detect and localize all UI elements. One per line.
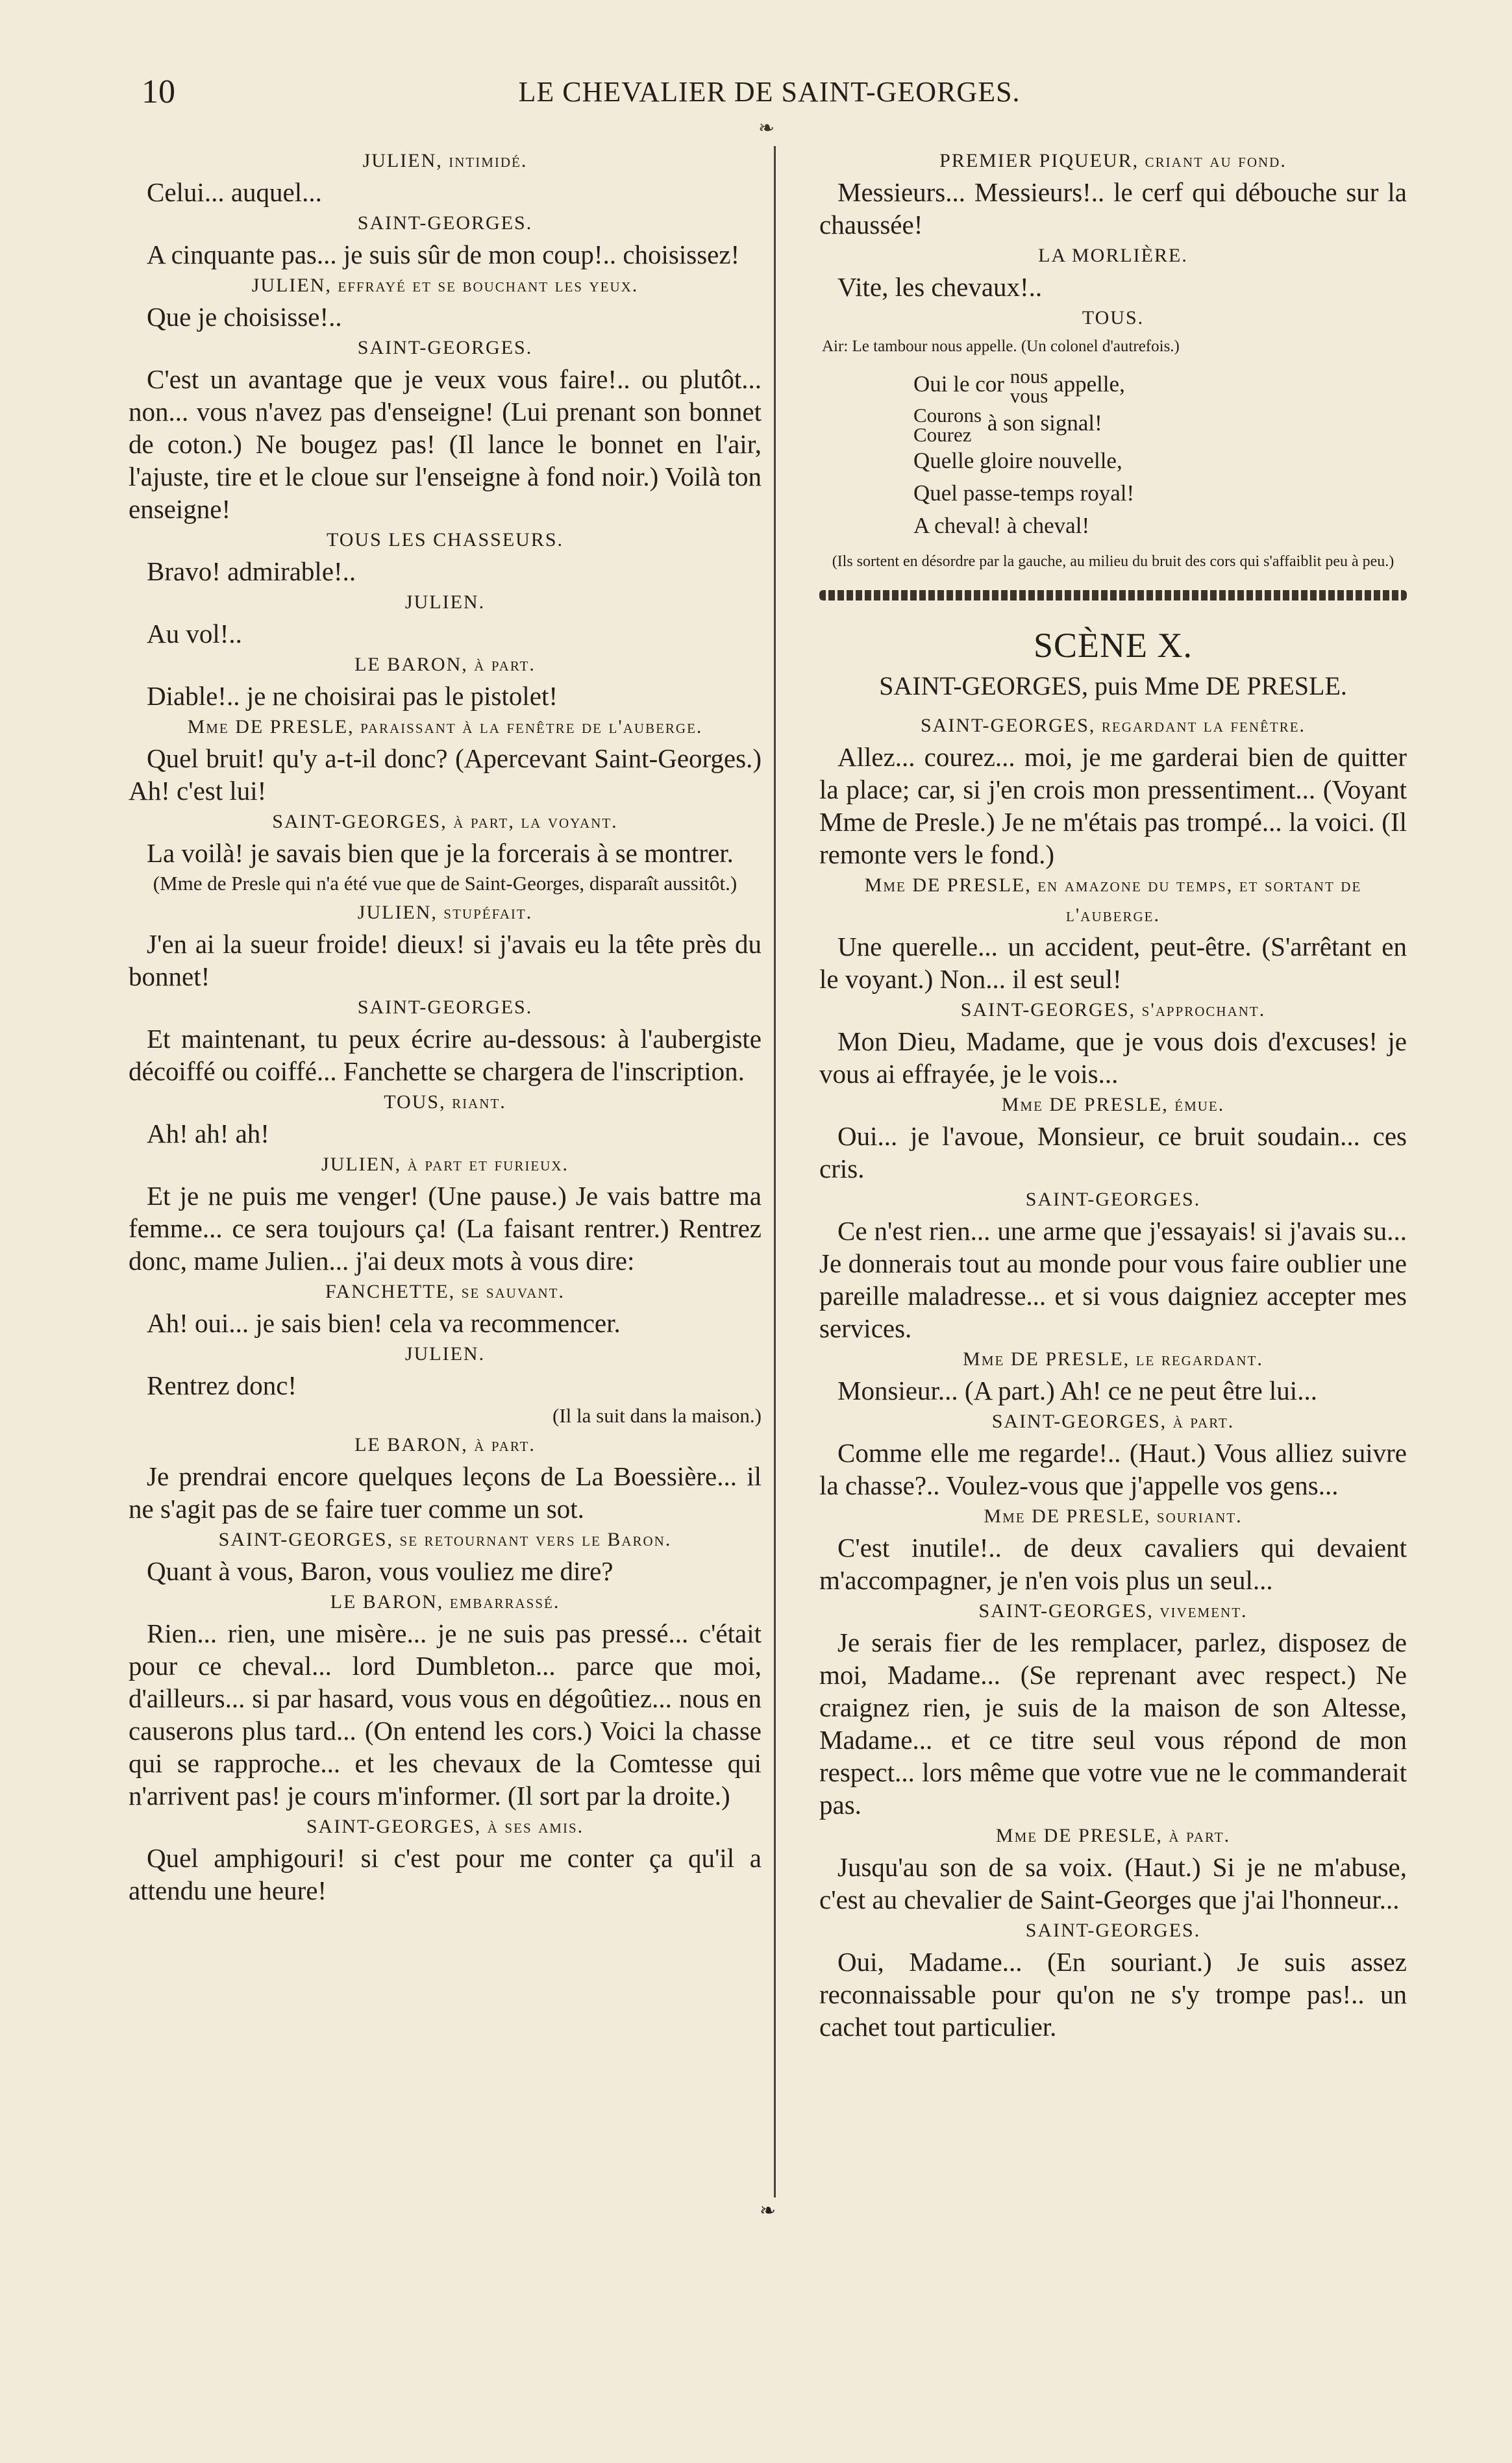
dialogue-line: Ce n'est rien... une arme que j'essayais! si j'avais su... Je donnerais tout au monde pour vous faire oublier une pareille maladresse... et si vous daigniez accepter mes services. [819, 1216, 1407, 1343]
dialogue-line: Monsieur... (A part.) Ah! ce ne peut être lui... [837, 1376, 1317, 1405]
speaker-label: JULIEN. [404, 1343, 486, 1365]
speaker-label: SAINT-GEORGES. [357, 337, 533, 358]
scene-subtitle: SAINT-GEORGES, puis Mme DE PRESLE. [879, 671, 1347, 700]
page-header [123, 73, 1415, 118]
speaker-label: SAINT-GEORGES. [357, 996, 533, 1018]
air-indication: Air: Le tambour nous appelle. (Un colonel d'autrefois.) [822, 338, 1180, 355]
speaker-label: SAINT-GEORGES. [357, 212, 533, 234]
speaker-label: SAINT-GEORGES, se retournant vers le Baron. [218, 1529, 672, 1550]
column-rule [774, 146, 776, 2197]
dialogue-line: Jusqu'au son de sa voix. (Haut.) Si je ne m'abuse, c'est au chevalier de Saint-Georges que j'ai l'honneur... [819, 1852, 1407, 1914]
page-number: 10 [142, 73, 175, 110]
dialogue-line: C'est inutile!.. de deux cavaliers qui devaient m'accompagner, je n'en vois plus un seul... [819, 1533, 1407, 1595]
song-verse [819, 367, 1407, 542]
speaker-label: SAINT-GEORGES, regardant la fenêtre. [920, 715, 1306, 736]
verse-variant: nous vous [1010, 365, 1048, 407]
dialogue-line: A cinquante pas... je suis sûr de mon coup!.. choisissez! [147, 240, 740, 269]
speaker-label: JULIEN, stupéfait. [357, 902, 533, 923]
speaker-label: Mme DE PRESLE, émue. [1001, 1094, 1225, 1115]
dialogue-line: Une querelle... un accident, peut-être. (S'arrêtant en le voyant.) Non... il est seul! [819, 932, 1407, 994]
dialogue-line: Que je choisisse!.. [147, 302, 342, 332]
dialogue-line: J'en ai la sueur froide! dieux! si j'avais eu la tête près du bonnet! [129, 929, 762, 991]
speaker-label: LA MORLIÈRE. [1038, 245, 1188, 266]
speaker-label: SAINT-GEORGES. [1025, 1189, 1201, 1210]
speaker-label: TOUS. [1082, 307, 1145, 328]
dialogue-line: Comme elle me regarde!.. (Haut.) Vous alliez suivre la chasse?.. Voulez-vous que j'appelle vos gens... [819, 1438, 1407, 1500]
speaker-label: SAINT-GEORGES, à part, la voyant. [272, 811, 618, 832]
speaker-label: PREMIER PIQUEUR, criant au fond. [939, 150, 1287, 171]
dialogue-line: Je prendrai encore quelques leçons de La Boessière... il ne s'agit pas de se faire tuer comme un sot. [129, 1461, 762, 1524]
speaker-label: JULIEN, à part et furieux. [321, 1154, 569, 1175]
stage-direction: (Mme de Presle qui n'a été vue que de Saint-Georges, disparaît aussitôt.) [153, 872, 737, 895]
dialogue-line: Diable!.. je ne choisirai pas le pistolet! [147, 681, 558, 711]
verse-line: Courons Courez à son signal! [913, 404, 1102, 446]
verse-variant: Courons Courez [913, 404, 982, 446]
speaker-label: SAINT-GEORGES, à part. [991, 1411, 1235, 1432]
dialogue-line: C'est un avantage que je veux vous faire!.. ou plutôt... non... vous n'avez pas d'enseigne! (Lui prenant son bonnet de coton.) Ne bougez pas! (Il lance le bonnet en l'air, l'ajuste, tire et le cloue sur l'enseigne à fond noir.) Voilà ton enseigne! [129, 364, 762, 524]
dialogue-line: Messieurs... Messieurs!.. le cerf qui débouche sur la chaussée! [819, 177, 1407, 240]
speaker-label: JULIEN. [404, 591, 486, 613]
dialogue-line: Bravo! admirable!.. [147, 556, 356, 586]
speaker-label: SAINT-GEORGES, à ses amis. [306, 1816, 584, 1837]
speaker-label: SAINT-GEORGES. [1025, 1920, 1201, 1941]
dialogue-line: Oui, Madame... (En souriant.) Je suis assez reconnaissable pour qu'on ne s'y trompe pas!.. un cachet tout particulier. [819, 1947, 1407, 2042]
running-title: LE CHEVALIER DE SAINT-GEORGES. [518, 76, 1021, 108]
speaker-label: Mme DE PRESLE, à part. [995, 1825, 1231, 1846]
speaker-label: SAINT-GEORGES, vivement. [978, 1600, 1248, 1622]
dialogue-line: Oui... je l'avoue, Monsieur, ce bruit soudain... ces cris. [819, 1121, 1407, 1183]
dialogue-line: Rentrez donc! [147, 1370, 297, 1400]
dialogue-line: Quel bruit! qu'y a-t-il donc? (Apercevant Saint-Georges.) Ah! c'est lui! [129, 743, 762, 806]
speaker-label: Mme DE PRESLE, le regardant. [963, 1348, 1263, 1370]
verse-line: Quel passe-temps royal! [913, 480, 1135, 506]
right-column [819, 146, 1407, 2043]
left-column [129, 146, 762, 1907]
dialogue-line: Et je ne puis me venger! (Une pause.) Je vais battre ma femme... ce sera toujours ça! (La faisant rentrer.) Rentrez donc, mame Julien... j'ai deux mots à vous dire: [129, 1181, 762, 1276]
speaker-label: LE BARON, à part. [354, 654, 536, 675]
dialogue-line: Quel amphigouri! si c'est pour me conter ça qu'il a attendu une heure! [129, 1843, 762, 1905]
speaker-label: JULIEN, intimidé. [362, 150, 528, 171]
ornament-icon: ❧ [758, 117, 775, 140]
stage-direction: (Il la suit dans la maison.) [552, 1404, 762, 1427]
speaker-label: Mme DE PRESLE, souriant. [984, 1505, 1243, 1527]
dialogue-line: Rien... rien, une misère... je ne suis pas pressé... c'était pour ce cheval... lord Dumbleton... parce que moi, d'ailleurs... si par hasard, vous vous en dégoûtiez... nous en causerons plus tard... (On entend les cors.) Voici la chasse qui se rapproche... et les chevaux de la Comtesse qui n'arrivent pas! je cours m'informer. (Il sort par la droite.) [129, 1618, 762, 1811]
dialogue-line: Allez... courez... moi, je me garderai bien de quitter la place; car, si j'en crois mon pressentiment... (Voyant Mme de Presle.) Je ne m'étais pas trompé... la voici. (Il remonte vers le fond.) [819, 742, 1407, 869]
ornament-icon: ❧ [760, 2199, 776, 2222]
dialogue-line: Au vol!.. [147, 619, 242, 649]
dialogue-line: Celui... auquel... [147, 177, 322, 207]
speaker-label: LE BARON, embarrassé. [330, 1591, 560, 1613]
verse-line: A cheval! à cheval! [913, 513, 1090, 538]
speaker-label: TOUS LES CHASSEURS. [326, 529, 564, 551]
ornamental-divider [819, 590, 1407, 600]
speaker-label: LE BARON, à part. [354, 1434, 536, 1455]
dialogue-line: Ah! oui... je sais bien! cela va recommencer. [147, 1308, 621, 1338]
dialogue-line: Ah! ah! ah! [147, 1119, 269, 1148]
dialogue-line: Mon Dieu, Madame, que je vous dois d'excuses! je vous ai effrayée, je le vois... [819, 1026, 1407, 1089]
dialogue-line: Et maintenant, tu peux écrire au-dessous: à l'aubergiste décoiffé ou coiffé... Fanchette se chargera de l'inscription. [129, 1024, 762, 1086]
dialogue-line: Vite, les chevaux!.. [837, 272, 1043, 302]
speaker-label: FANCHETTE, se sauvant. [325, 1281, 565, 1302]
verse-line: Oui le cor nous vous appelle, [913, 365, 1125, 407]
exit-stage-direction: (Ils sortent en désordre par la gauche, au milieu du bruit des cors qui s'affaiblit peu à peu.) [832, 553, 1394, 570]
verse-line: Quelle gloire nouvelle, [913, 448, 1122, 473]
scene-title: SCÈNE X. [1033, 626, 1193, 665]
dialogue-line: Je serais fier de les remplacer, parlez, disposez de moi, Madame... (Se reprenant avec respect.) Ne craignez rien, je suis de la maison de son Altesse, Madame... et ce titre seul vous répond de mon respect... lors même que votre vue ne le commanderait pas. [819, 1628, 1407, 1820]
speaker-label: Mme DE PRESLE, en amazone du temps, et sortant de l'auberge. [864, 874, 1362, 926]
speaker-label: SAINT-GEORGES, s'approchant. [960, 999, 1266, 1021]
dialogue-line: Quant à vous, Baron, vous vouliez me dire? [147, 1556, 613, 1586]
dialogue-line: La voilà! je savais bien que je la forcerais à se montrer. [147, 838, 734, 868]
speaker-label: Mme DE PRESLE, paraissant à la fenêtre de l'auberge. [187, 716, 703, 737]
speaker-label: TOUS, riant. [384, 1091, 506, 1113]
speaker-label: JULIEN, effrayé et se bouchant les yeux. [251, 275, 639, 296]
